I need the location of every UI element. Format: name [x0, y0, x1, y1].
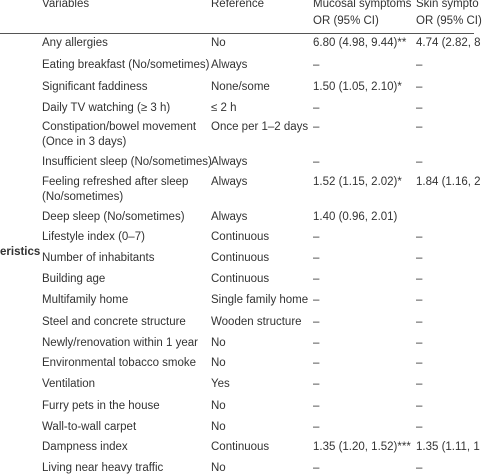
header-mucosal-sub: OR (95% CI) [313, 15, 379, 27]
mucosal-or-cell: – [313, 421, 320, 433]
variable-cell: Lifestyle index (0–7) [42, 231, 145, 243]
mucosal-or-cell: – [313, 316, 320, 328]
variable-cell: Furry pets in the house [42, 400, 160, 412]
skin-or-cell: – [416, 316, 423, 328]
mucosal-or-cell: 1.50 (1.05, 2.10)* [313, 81, 402, 93]
skin-or-cell: – [416, 378, 423, 390]
variable-cell: Any allergies [42, 37, 108, 49]
mucosal-or-cell: – [313, 102, 320, 114]
mucosal-or-cell: – [313, 273, 320, 285]
mucosal-or-cell: 6.80 (4.98, 9.44)** [313, 37, 407, 49]
skin-or-cell: – [416, 121, 423, 133]
variable-cell-line2: (Once in 3 days) [42, 136, 127, 148]
variable-cell: Wall-to-wall carpet [42, 421, 137, 433]
mucosal-or-cell: 1.35 (1.20, 1.52)*** [313, 441, 411, 453]
variable-cell: Environmental tobacco smoke [42, 357, 197, 369]
variable-cell: Dampness index [42, 441, 128, 453]
variable-cell-line2: (No/sometimes) [42, 191, 124, 203]
mucosal-or-cell: 1.40 (0.96, 2.01) [313, 211, 398, 223]
reference-cell: None/some [211, 81, 270, 93]
table-header [0, 0, 482, 34]
header-reference: Reference [211, 0, 265, 10]
variable-cell: Significant faddiness [42, 81, 148, 93]
skin-or-cell: – [416, 156, 423, 168]
variable-cell: Number of inhabitants [42, 252, 155, 264]
variable-cell: Eating breakfast (No/sometimes) [42, 59, 210, 71]
mucosal-or-cell: – [313, 357, 320, 369]
reference-cell: No [211, 400, 226, 412]
mucosal-or-cell: – [313, 59, 320, 71]
mucosal-or-cell: – [313, 400, 320, 412]
reference-cell: Yes [211, 378, 230, 390]
header-mucosal: Mucosal symptoms [313, 0, 412, 10]
skin-or-cell: – [416, 400, 423, 412]
variable-cell: Multifamily home [42, 294, 129, 306]
skin-or-cell: – [416, 273, 423, 285]
variable-cell: Building age [42, 273, 106, 285]
reference-cell: Single family home [211, 294, 309, 306]
reference-cell: Always [211, 156, 248, 168]
reference-cell: Always [211, 59, 248, 71]
mucosal-or-cell: – [313, 231, 320, 243]
skin-or-cell: 1.84 (1.16, 2 [416, 176, 481, 188]
skin-or-cell: – [416, 102, 423, 114]
skin-or-cell: – [416, 294, 423, 306]
header-divider [0, 33, 474, 34]
reference-cell: No [211, 421, 226, 433]
skin-or-cell: – [416, 337, 423, 349]
header-variables: Variables [42, 0, 90, 10]
mucosal-or-cell: 1.52 (1.15, 2.02)* [313, 176, 402, 188]
group-label: eristics [0, 246, 41, 258]
mucosal-or-cell: – [313, 156, 320, 168]
variable-cell: Insufficient sleep (No/sometimes) [42, 156, 212, 168]
variable-cell: Daily TV watching (≥ 3 h) [42, 102, 171, 114]
variable-cell: Living near heavy traffic [42, 462, 164, 474]
skin-or-cell: 1.35 (1.11, 1 [416, 441, 480, 453]
skin-or-cell: – [416, 357, 423, 369]
variable-cell: Constipation/bowel movement [42, 121, 197, 133]
reference-cell: Continuous [211, 231, 270, 243]
skin-or-cell: – [416, 81, 423, 93]
mucosal-or-cell: – [313, 462, 320, 474]
reference-cell: Wooden structure [211, 316, 302, 328]
reference-cell: No [211, 37, 226, 49]
skin-or-cell: – [416, 462, 423, 474]
reference-cell: Always [211, 211, 248, 223]
skin-or-cell: – [416, 231, 423, 243]
variable-cell: Newly/renovation within 1 year [42, 337, 198, 349]
reference-cell: Continuous [211, 441, 270, 453]
skin-or-cell: 4.74 (2.82, 8 [416, 37, 481, 49]
reference-cell: No [211, 337, 226, 349]
skin-or-cell: – [416, 421, 423, 433]
header-skin: Skin sympto [416, 0, 479, 10]
variable-cell: Deep sleep (No/sometimes) [42, 211, 185, 223]
mucosal-or-cell: – [313, 121, 320, 133]
mucosal-or-cell: – [313, 294, 320, 306]
header-skin-sub: OR (95% CI) [416, 15, 482, 27]
skin-or-cell: – [416, 252, 423, 264]
mucosal-or-cell: – [313, 337, 320, 349]
reference-cell: Once per 1–2 days [211, 121, 309, 133]
reference-cell: Continuous [211, 252, 270, 264]
reference-cell: Always [211, 176, 248, 188]
reference-cell: Continuous [211, 273, 270, 285]
variable-cell: Ventilation [42, 378, 96, 390]
mucosal-or-cell: – [313, 378, 320, 390]
reference-cell: ≤ 2 h [211, 102, 237, 114]
skin-or-cell: – [416, 59, 423, 71]
reference-cell: No [211, 462, 226, 474]
reference-cell: No [211, 357, 226, 369]
variable-cell: Feeling refreshed after sleep [42, 176, 189, 188]
variable-cell: Steel and concrete structure [42, 316, 186, 328]
mucosal-or-cell: – [313, 252, 320, 264]
